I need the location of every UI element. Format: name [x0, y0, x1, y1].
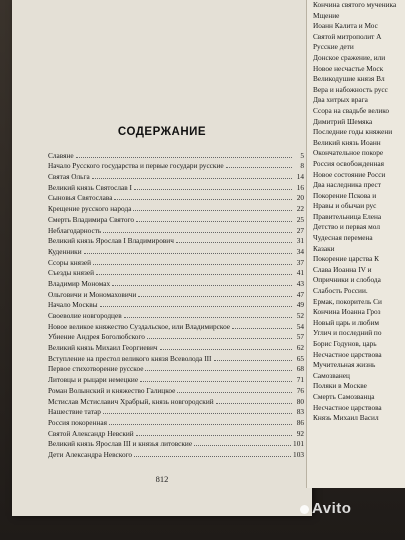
toc-entry-title: Первое стихотворение русское: [48, 364, 144, 374]
right-page-entry: Борис Годунов, царь: [313, 339, 377, 348]
right-page-entry: Два хитрых врага: [313, 95, 368, 105]
right-page-entry: Великий князь Иоанн: [313, 137, 381, 147]
right-page-entry: Ермак, покоритель Си: [313, 296, 382, 306]
right-page-entry: Правительница Елена: [313, 211, 382, 221]
right-page-entry: Нравы и обычаи рус: [313, 201, 377, 211]
toc-entry-page: 25: [296, 214, 304, 224]
right-page-entry: Несчастное царствова: [313, 349, 382, 359]
dot-leader: [214, 360, 293, 361]
toc-entry-title: Вступление на престол великого князя Всеволода III: [48, 353, 212, 363]
right-page-entry: Кончина Иоанна Гроз: [313, 307, 381, 317]
right-page-entry: Димитрий Шемяка: [313, 116, 373, 126]
right-page-entry: Последние годы княжени: [313, 127, 393, 137]
toc-entry-title: Нашествие татар: [48, 407, 101, 417]
dot-leader: [140, 381, 292, 382]
dot-leader: [145, 370, 292, 371]
toc-entry: [48, 170, 304, 181]
toc-entry: [48, 448, 304, 459]
right-page-entry: Слабость России.: [313, 286, 368, 296]
toc-entry-page: 31: [296, 236, 304, 246]
dot-leader: [160, 349, 292, 350]
toc-entry: [48, 235, 304, 246]
right-page-entry: Покорение Пскова и: [313, 190, 377, 200]
toc-entry-title: Смерть Владимира Святого: [48, 214, 134, 224]
right-page-entry: Опричники и слобода: [313, 275, 381, 285]
right-page-entry: Князь Михаил Васил: [313, 413, 379, 423]
toc-entry: [48, 181, 304, 192]
toc-entry-title: Святая Ольга: [48, 172, 90, 182]
right-page-entry: Новый царь и любим: [313, 317, 379, 327]
toc-entry-page: 92: [296, 428, 304, 438]
toc-entry: [48, 363, 304, 374]
right-page-entry: Поляки в Москве: [313, 381, 367, 391]
toc-entry-title: Начало Москвы: [48, 300, 98, 310]
toc-entry-title: Начало Русского государства и первые государи русские: [48, 161, 224, 171]
right-page-entry: Два наследника прест: [313, 180, 381, 190]
toc-entry-title: Дети Александра Невского: [48, 449, 133, 459]
dot-leader: [103, 232, 292, 233]
dot-leader: [93, 264, 292, 265]
right-page-entry: Вера и набожность русс: [313, 84, 388, 94]
toc-entry-page: 16: [296, 182, 304, 192]
right-page-entry: Слава Иоанна IV и: [313, 264, 372, 274]
page-title: СОДЕРЖАНИЕ: [117, 126, 207, 138]
dot-leader: [92, 178, 292, 179]
dot-leader: [103, 413, 292, 414]
right-page-list: [313, 0, 405, 424]
dot-leader: [96, 274, 292, 275]
dot-leader: [112, 285, 292, 286]
toc-entry: [48, 202, 304, 213]
toc-entry-title: Великий князь Святослав I: [48, 182, 132, 192]
toc-entry: [48, 192, 304, 203]
toc-entry-page: 52: [296, 311, 304, 320]
toc-entry-title: Ольговичи и Мономаховичи: [48, 289, 137, 299]
toc-entry-page: 49: [296, 300, 304, 310]
dot-leader: [138, 296, 292, 297]
dot-leader: [109, 424, 292, 425]
right-page-entry: Донское сражение, или: [313, 52, 386, 62]
dot-leader: [232, 328, 292, 329]
toc-entry-page: 37: [296, 257, 304, 267]
toc-entry-title: Россия покоренная: [48, 417, 107, 427]
toc-entry: [48, 288, 304, 299]
right-page-entry: Казаки: [313, 243, 335, 253]
dot-leader: [133, 210, 292, 211]
toc-entry: [48, 352, 304, 363]
right-page-entry: Великодушие князя Вл: [313, 74, 385, 84]
toc-entry-title: Крещение русского народа: [48, 204, 132, 214]
toc-entry-page: 83: [296, 407, 304, 417]
left-page: [12, 0, 312, 516]
toc-entry: [48, 331, 304, 342]
toc-entry-title: Новое великое княжество Суздальское, или Владимирское: [48, 321, 231, 331]
right-page-entry: Новое несчастье Моск: [313, 63, 384, 73]
toc-entry-page: 27: [296, 225, 304, 235]
dot-leader: [176, 242, 292, 243]
right-page-entry: Мщение: [313, 10, 340, 20]
avito-watermark: Avito: [300, 500, 351, 517]
right-page-entry: Самозванец: [313, 370, 350, 380]
toc-entry-page: 86: [296, 417, 304, 427]
right-page-entry: Покорение царства К: [313, 254, 379, 264]
toc-entry-page: 41: [296, 268, 304, 278]
toc-entry-page: 43: [296, 278, 304, 288]
right-page-entry: Святой митрополит А: [313, 31, 382, 41]
toc-entry-page: 80: [296, 396, 304, 406]
toc-entry: [48, 256, 304, 267]
toc-entry-page: 14: [296, 172, 304, 182]
toc-entry: [48, 384, 304, 395]
toc-entry-title: Ссоры князей: [48, 257, 92, 267]
toc-entry-title: Убиение Андрея Боголюбского: [48, 332, 145, 342]
dot-leader: [134, 456, 291, 457]
toc-entry-page: 34: [296, 246, 304, 256]
toc-entry: [48, 224, 304, 235]
right-page-entry: Ссора на свадьбе велико: [313, 105, 390, 115]
right-page-entry: Чудесная перемена: [313, 233, 373, 243]
dot-leader: [136, 435, 292, 436]
right-page: [306, 0, 405, 488]
toc-entry: [48, 267, 304, 278]
right-page-entry: Кончина святого мученика: [313, 0, 397, 9]
dot-leader: [134, 189, 292, 190]
toc-entry: [48, 299, 304, 310]
toc-entry-page: 65: [296, 353, 304, 363]
toc-entry: [48, 341, 304, 352]
dot-leader: [76, 157, 292, 158]
toc-entry: [48, 149, 304, 160]
toc-entry-page: 22: [296, 204, 304, 214]
toc-entry-page: 103: [293, 449, 304, 459]
dot-leader: [226, 167, 292, 168]
toc-entry: [48, 309, 304, 320]
toc-entry-page: 101: [293, 439, 304, 449]
toc-entry-page: 54: [296, 321, 304, 331]
right-page-entry: Русские дети: [313, 42, 354, 52]
toc-entry: [48, 320, 304, 331]
toc-entry-title: Мстислав Мстиславич Храбрый, князь новгородский: [48, 396, 214, 406]
right-page-entry: Иоанн Калита и Мос: [313, 21, 378, 31]
avito-logo-icon: [300, 505, 309, 514]
dot-leader: [136, 221, 292, 222]
toc-entry-page: 8: [300, 161, 304, 171]
right-page-entry: Смерть Самозванца: [313, 391, 375, 401]
toc-entry: [48, 373, 304, 384]
toc-entry-page: 71: [296, 375, 304, 385]
toc-entry-title: Сыновья Святослава: [48, 193, 113, 203]
toc-entry-title: Своеволие новгородцев: [48, 311, 122, 320]
toc-entry-page: 68: [296, 364, 304, 374]
toc-entry-title: Съезды князей: [48, 268, 94, 278]
toc-entry-page: 5: [300, 150, 304, 160]
toc-entry: [48, 438, 304, 449]
toc-entry: [48, 160, 304, 171]
dot-leader: [216, 403, 292, 404]
right-page-entry: Мучительная жизнь: [313, 360, 376, 370]
toc-entry: [48, 213, 304, 224]
toc-entry-title: Великий князь Ярослав I Владимирович: [48, 236, 174, 246]
dot-leader: [147, 338, 292, 339]
toc-entry-title: Куденники: [48, 246, 82, 256]
dot-leader: [114, 199, 292, 200]
toc-entry-title: Славяне: [48, 150, 74, 160]
toc-entry-title: Роман Волынский и княжество Галицкое: [48, 385, 176, 395]
dot-leader: [84, 253, 292, 254]
toc-entry: [48, 245, 304, 256]
toc-entry-page: 76: [296, 385, 304, 395]
right-page-entry: Несчастное царствова: [313, 402, 382, 412]
toc-entry-page: 20: [296, 193, 304, 203]
toc-entry-title: Владимир Мономах: [48, 278, 111, 288]
toc-entry-title: Святой Александр Невский: [48, 428, 134, 438]
toc-entry-title: Великий князь Ярослав III и князья литовские: [48, 439, 193, 449]
toc-entry-page: 47: [296, 289, 304, 299]
toc-entry-title: Литовцы и рыцари немецкие: [48, 375, 139, 385]
page-number: 812: [155, 474, 169, 484]
dot-leader: [194, 445, 291, 446]
dot-leader: [100, 306, 292, 307]
toc-entry-page: 62: [296, 343, 304, 353]
right-page-entry: Углич и последний по: [313, 328, 382, 338]
right-page-entry: Детство и первая мол: [313, 222, 380, 232]
dot-leader: [124, 317, 292, 318]
toc-entry: [48, 395, 304, 406]
toc-entry: [48, 277, 304, 288]
table-of-contents: [48, 149, 304, 459]
toc-entry-title: Неблагодарность: [48, 225, 102, 235]
toc-entry-page: 57: [296, 332, 304, 342]
dot-leader: [177, 392, 292, 393]
right-page-entry: Окончательное покоре: [313, 148, 384, 158]
toc-entry-title: Великий князь Михаил Георгиевич: [48, 343, 158, 353]
toc-entry: [48, 416, 304, 427]
right-page-entry: Новое состояние Росси: [313, 169, 386, 179]
toc-entry: [48, 406, 304, 417]
toc-entry: [48, 427, 304, 438]
right-page-entry: Россия освобожденная: [313, 158, 384, 168]
